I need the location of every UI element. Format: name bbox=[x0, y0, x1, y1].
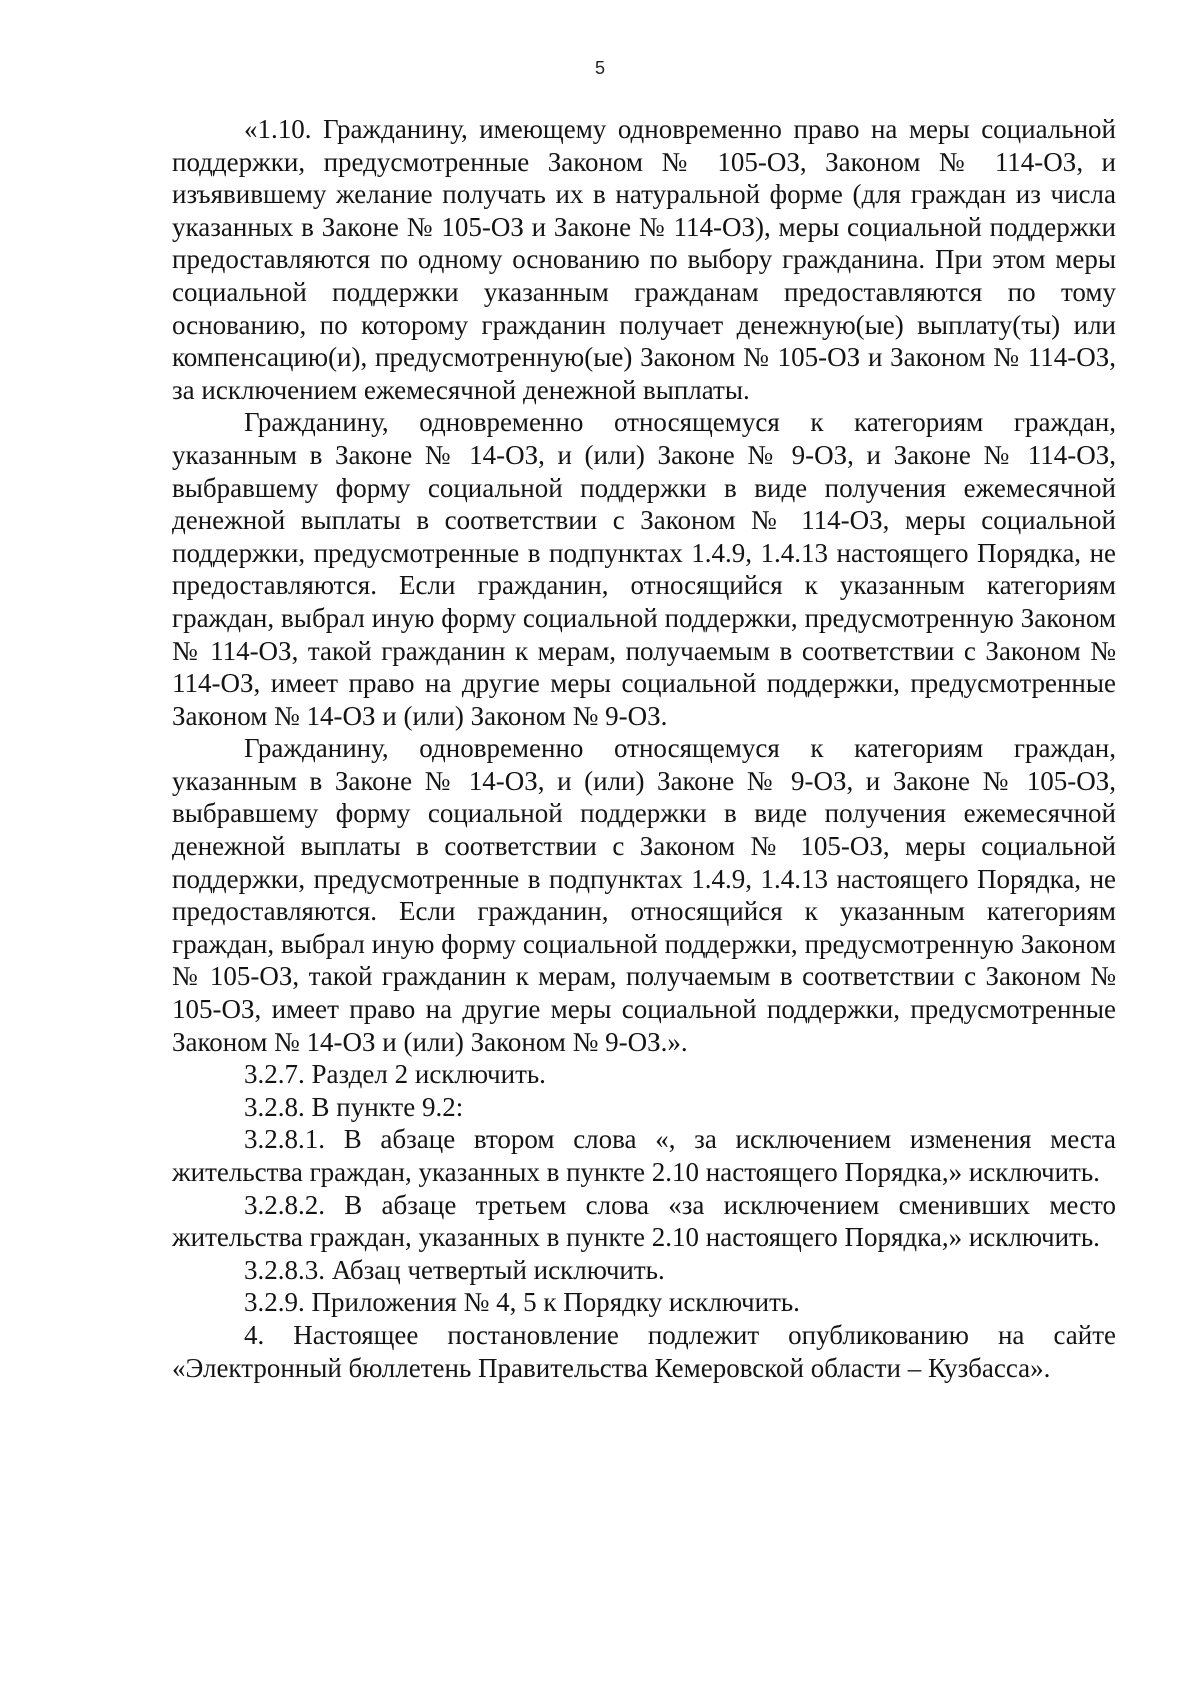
paragraph-3-2-8-3: 3.2.8.3. Абзац четвертый исключить. bbox=[244, 1254, 665, 1285]
paragraph-3-2-9: 3.2.9. Приложения № 4, 5 к Порядку исключить. bbox=[244, 1287, 800, 1318]
paragraph-4-publication: 4. Настоящее постановление подлежит опубликованию на сайте «Электронный бюллетень Правительства Кемеровской области – Кузбасса». bbox=[172, 1319, 1116, 1383]
paragraph-3-2-7: 3.2.7. Раздел 2 исключить. bbox=[244, 1059, 546, 1090]
paragraph-3-2-8: 3.2.8. В пункте 9.2: bbox=[244, 1091, 464, 1122]
paragraph-1-10: «1.10. Гражданину, имеющему одновременно право на меры социальной поддержки, предусмотренные Законом № 105-ОЗ, Законом № 114-ОЗ, и изъявившему желание получать их в натуральной форме (для граждан из числа указанных в Законе № 105-ОЗ и Законе № 114-ОЗ), меры социальной поддержки предоставляются по одному основанию по выбору гражданина. При этом меры социальной поддержки указанным гражданам предоставляются по тому основанию, по которому гражданин получает денежную(ые) выплату(ты) или компенсацию(и), предусмотренную(ые) Законом № 105-ОЗ и Законом № 114-ОЗ, за исключением ежемесячной денежной выплаты. bbox=[172, 114, 1116, 405]
paragraph-law-105: Гражданину, одновременно относящемуся к категориям граждан, указанным в Законе № 14-ОЗ, и (или) Законе № 9-ОЗ, и Законе № 105-ОЗ, выбравшему форму социальной поддержки в виде получения ежемесячной денежной выплаты в соответствии с Законом № 105-ОЗ, меры социальной поддержки, предусмотренные в подпунктах 1.4.9, 1.4.13 настоящего Порядка, не предоставляются. Если гражданин, относящийся к указанным категориям граждан, выбрал иную форму социальной поддержки, предусмотренную Законом № 105-ОЗ, такой гражданин к мерам, получаемым в соответствии с Законом № 105-ОЗ, имеет право на другие меры социальной поддержки, предусмотренные Законом № 14-ОЗ и (или) Законом № 9-ОЗ.». bbox=[172, 733, 1116, 1057]
document-body bbox=[172, 113, 1116, 1384]
paragraph-3-2-8-2: 3.2.8.2. В абзаце третьем слова «за исключением сменивших место жительства граждан, указанных в пункте 2.10 настоящего Порядка,» исключить. bbox=[172, 1189, 1116, 1253]
page-number: 5 bbox=[594, 58, 605, 78]
paragraph-law-114: Гражданину, одновременно относящемуся к категориям граждан, указанным в Законе № 14-ОЗ, и (или) Законе № 9-ОЗ, и Законе № 114-ОЗ, выбравшему форму социальной поддержки в виде получения ежемесячной денежной выплаты в соответствии с Законом № 114-ОЗ, меры социальной поддержки, предусмотренные в подпунктах 1.4.9, 1.4.13 настоящего Порядка, не предоставляются. Если гражданин, относящийся к указанным категориям граждан, выбрал иную форму социальной поддержки, предусмотренную Законом № 114-ОЗ, такой гражданин к мерам, получаемым в соответствии с Законом № 114-ОЗ, имеет право на другие меры социальной поддержки, предусмотренные Законом № 14-ОЗ и (или) Законом № 9-ОЗ. bbox=[172, 407, 1116, 731]
paragraph-3-2-8-1: 3.2.8.1. В абзаце втором слова «, за исключением изменения места жительства граждан, указанных в пункте 2.10 настоящего Порядка,» исключить. bbox=[172, 1124, 1116, 1187]
